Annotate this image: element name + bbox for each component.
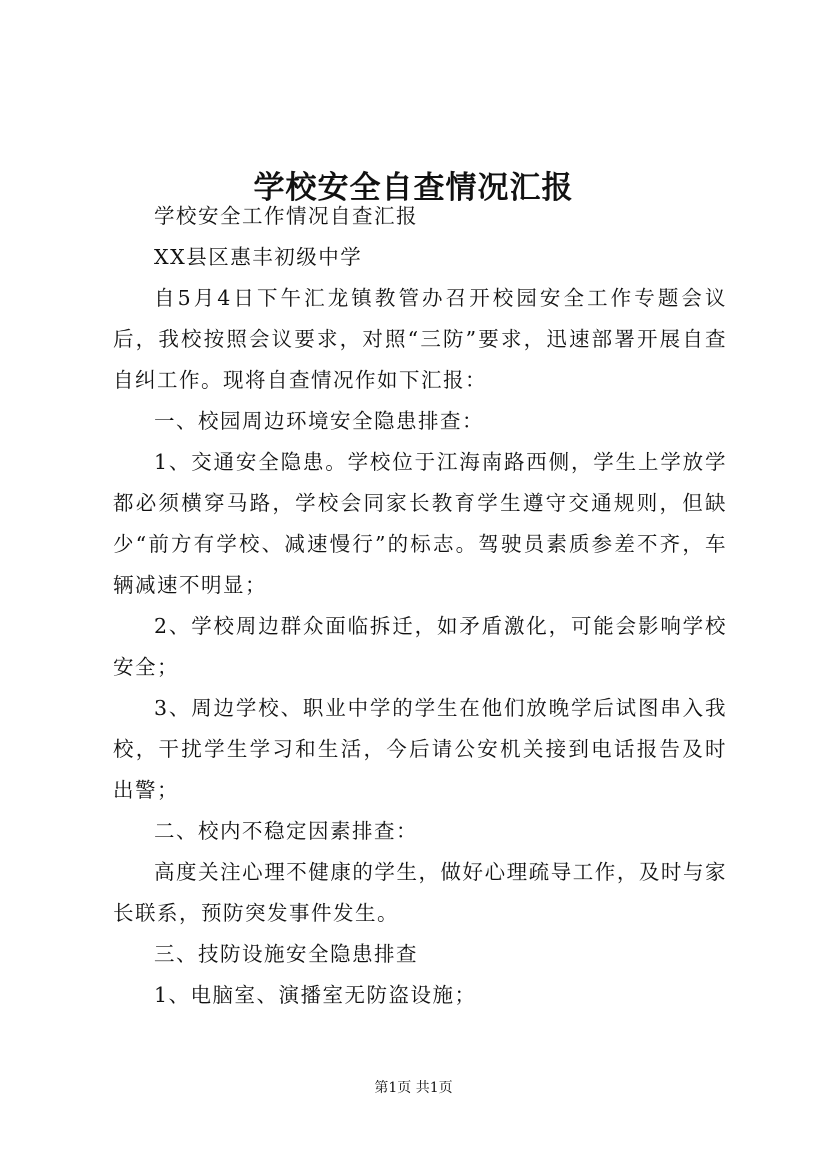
paragraph-intro: 自5月4日下午汇龙镇教管办召开校园安全工作专题会议后，我校按照会议要求，对照“三防”要求，迅速部署开展自查自纠工作。现将自查情况作如下汇报： [113, 286, 727, 392]
paragraph-item-antitheft: 1、电脑室、演播室无防盗设施； [154, 983, 477, 1007]
paragraph-subtitle: 学校安全工作情况自查汇报 [154, 204, 418, 228]
paragraph-item-intruders: 3、周边学校、职业中学的学生在他们放晚学后试图串入我校，干扰学生学习和生活，今后请公安机关接到电话报告及时出警； [113, 696, 727, 802]
paragraph-item-traffic: 1、交通安全隐患。学校位于江海南路西侧，学生上学放学都必须横穿马路，学校会同家长教育学生遵守交通规则，但缺少“前方有学校、减速慢行”的标志。驾驶员素质参差不齐，车辆减速不明显； [113, 450, 727, 597]
document-body [113, 196, 727, 1016]
section-heading-2: 二、校内不稳定因素排查： [154, 819, 418, 843]
paragraph-school-name: XX县区惠丰初级中学 [154, 245, 363, 269]
paragraph-item-demolition: 2、学校周边群众面临拆迁，如矛盾激化，可能会影响学校安全； [113, 614, 727, 679]
page-title: 学校安全自查情况汇报 [253, 169, 574, 206]
section-heading-1: 一、校园周边环境安全隐患排查： [154, 409, 484, 433]
section-heading-3: 三、技防设施安全隐患排查 [154, 942, 418, 966]
page-footer: 第1页 共1页 [374, 1080, 453, 1096]
paragraph-psychology: 高度关注心理不健康的学生，做好心理疏导工作，及时与家长联系，预防突发事件发生。 [113, 860, 727, 925]
